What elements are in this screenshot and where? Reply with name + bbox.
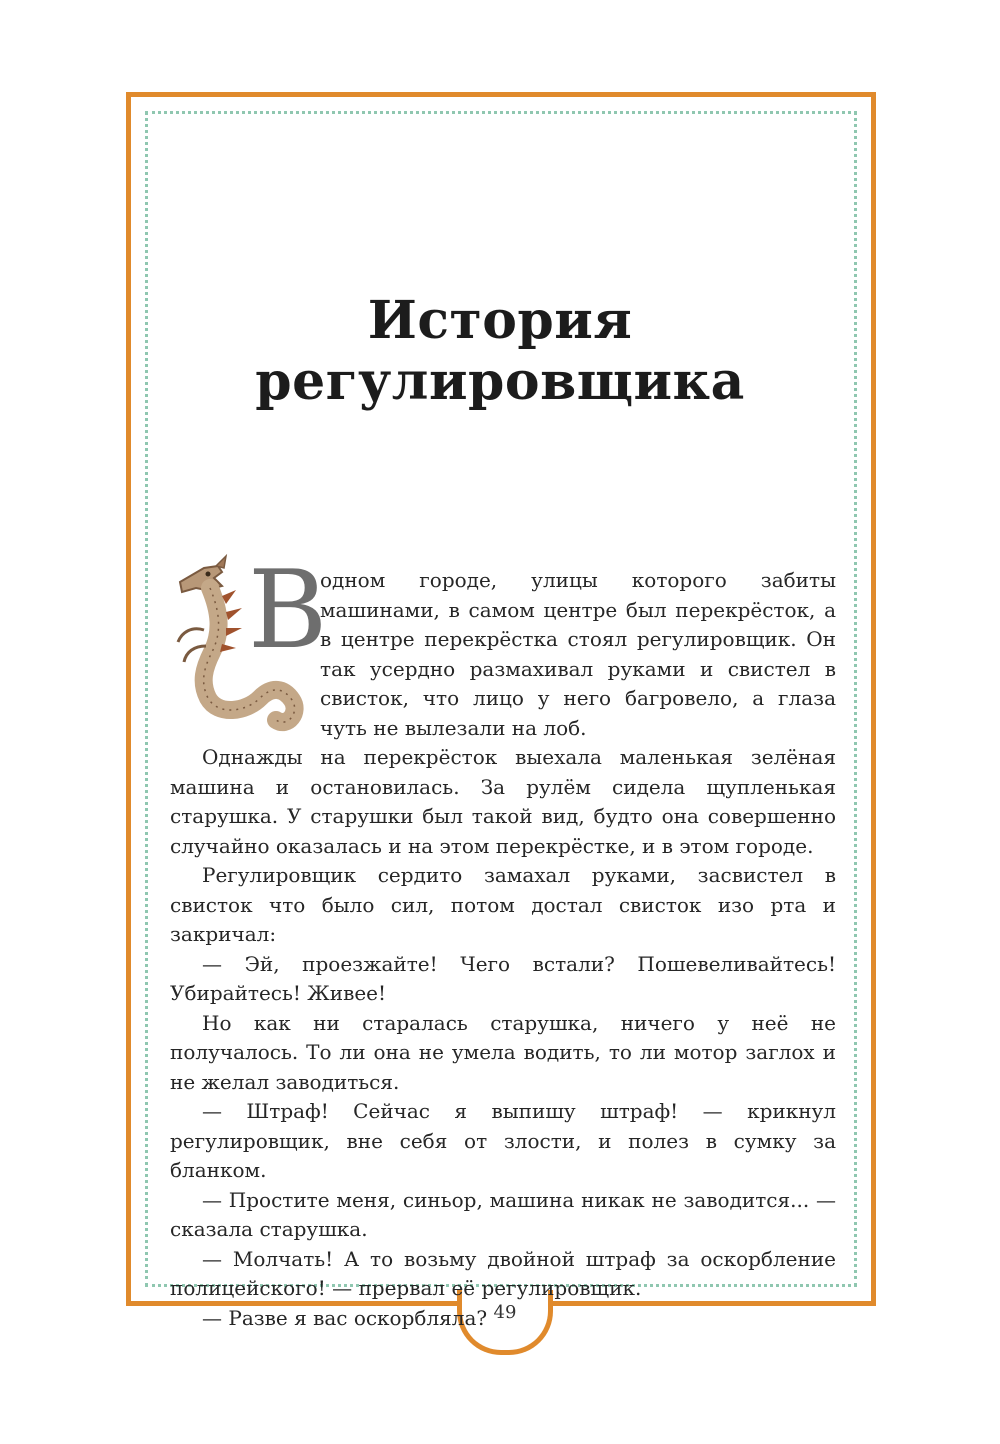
paragraph-9: — Разве я вас оскорбляла? <box>202 1305 488 1330</box>
paragraph-3: Регулировщик сердито замахал руками, засвистел в свисток что было сил, потом достал свисток изо рта и закричал: <box>170 863 836 946</box>
paragraph-6: — Штраф! Сейчас я выпишу штраф! — крикнул регулировщик, вне себя от злости, и полез в сумку за бланком. <box>170 1099 836 1182</box>
chapter-title: История регулировщика <box>255 290 745 412</box>
story-text <box>170 566 836 1333</box>
paragraph-1: одном городе, улицы которого забиты машинами, в самом центре был перекрёсток, а в центре перекрёстка стоял регулировщик. Он так усердно размахивал руками и свистел в свисток, что лицо у него багровело, а глаза чуть не вылезали на лоб. <box>320 568 836 740</box>
paragraph-8: — Молчать! А то возьму двойной штраф за оскорбление полицейского! — прервал её регулировщик. <box>170 1246 836 1300</box>
paragraph-2: Однажды на перекрёсток выехала маленькая зелёная машина и остановилась. За рулём сидела щупленькая старушка. У старушки был такой вид, будто она совершенно случайно оказалась и на этом перекрёстке, и в этом городе. <box>170 745 836 858</box>
page-number: 49 <box>493 1302 517 1323</box>
paragraph-7: — Простите меня, синьор, машина никак не заводится... — сказала старушка. <box>170 1187 836 1241</box>
paragraph-4: — Эй, проезжайте! Чего встали? Пошевеливайтесь! Убирайтесь! Живее! <box>170 951 836 1005</box>
paragraph-5: Но как ни старалась старушка, ничего у неё не получалось. То ли она не умела водить, то ли мотор заглох и не желал заводиться. <box>170 1010 836 1094</box>
drop-cap-letter: В <box>248 548 328 673</box>
